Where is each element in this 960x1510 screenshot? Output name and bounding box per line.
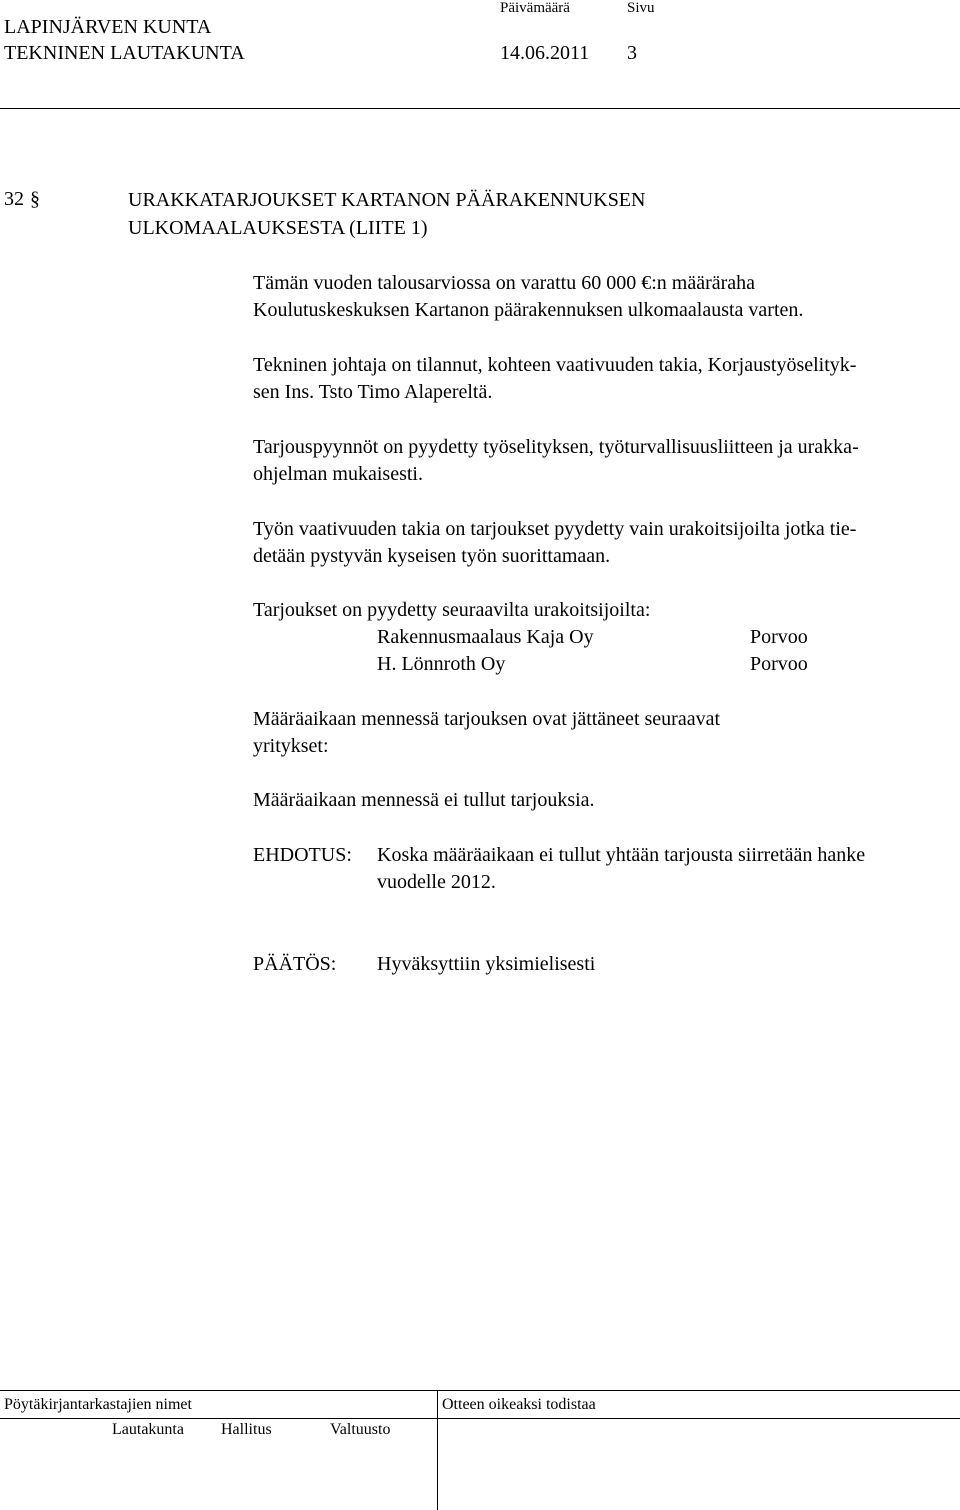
paragraph-line: Tämän vuoden talousarviossa on varattu 60 000 €:n määräraha bbox=[253, 272, 756, 294]
section-title-line: ULKOMAALAUKSESTA (LIITE 1) bbox=[128, 217, 428, 239]
decision-text: Hyväksyttiin yksimielisesti bbox=[377, 953, 596, 975]
footer-checkers-label: Pöytäkirjantarkastajien nimet bbox=[4, 1396, 192, 1413]
paragraph-requests bbox=[253, 434, 953, 488]
paragraph-line: Määräaikaan mennessä ei tullut tarjouksia. bbox=[253, 789, 595, 811]
document-date: 14.06.2011 bbox=[500, 42, 590, 64]
footer-column-lautakunta: Lautakunta bbox=[112, 1421, 184, 1438]
footer-certified-label: Otteen oikeaksi todistaa bbox=[442, 1396, 596, 1413]
section-number: 32 bbox=[4, 188, 24, 210]
page-label: Sivu bbox=[627, 0, 655, 16]
paragraph-no-offers bbox=[253, 787, 953, 814]
paragraph-contractors-intro bbox=[253, 597, 953, 624]
date-label: Päivämäärä bbox=[500, 0, 570, 16]
paragraph-line: Koulutuskeskuksen Kartanon päärakennuksen ulkomaalausta varten. bbox=[253, 299, 804, 321]
header-divider bbox=[0, 108, 960, 109]
proposal-label: EHDOTUS: bbox=[253, 844, 352, 866]
page-number: 3 bbox=[627, 42, 637, 64]
footer-column-valtuusto: Valtuusto bbox=[330, 1421, 391, 1438]
paragraph-line: detään pystyvän kyseisen työn suorittamaan. bbox=[253, 545, 611, 567]
proposal-line: vuodelle 2012. bbox=[377, 871, 496, 893]
footer-column-divider bbox=[437, 1390, 438, 1510]
paragraph-deadline bbox=[253, 706, 953, 760]
paragraph-budget bbox=[253, 270, 953, 324]
paragraph-line: yritykset: bbox=[253, 735, 329, 757]
section-title-line: URAKKATARJOUKSET KARTANON PÄÄRAKENNUKSEN bbox=[128, 189, 646, 211]
footer-middle-rule bbox=[0, 1418, 960, 1419]
decision-label: PÄÄTÖS: bbox=[253, 953, 337, 975]
paragraph-line: ohjelman mukaisesti. bbox=[253, 463, 423, 485]
section-title bbox=[128, 186, 828, 242]
contractor-name: Rakennusmaalaus Kaja Oy bbox=[377, 626, 594, 648]
paragraph-line: Tarjoukset on pyydetty seuraavilta urakoitsijoilta: bbox=[253, 599, 651, 621]
paragraph-line: sen Ins. Tsto Timo Alapereltä. bbox=[253, 381, 493, 403]
section-sign: § bbox=[30, 188, 40, 210]
footer-top-rule bbox=[0, 1390, 960, 1391]
paragraph-line: Tekninen johtaja on tilannut, kohteen vaativuuden takia, Korjaustyöselityk- bbox=[253, 354, 857, 376]
paragraph-difficulty bbox=[253, 516, 953, 570]
proposal-line: Koska määräaikaan ei tullut yhtään tarjousta siirretään hanke bbox=[377, 844, 866, 866]
board-name: TEKNINEN LAUTAKUNTA bbox=[4, 42, 245, 64]
paragraph-ordered bbox=[253, 352, 953, 406]
contractor-city: Porvoo bbox=[750, 626, 808, 648]
footer-column-hallitus: Hallitus bbox=[221, 1421, 272, 1438]
contractor-city: Porvoo bbox=[750, 653, 808, 675]
contractor-name: H. Lönnroth Oy bbox=[377, 653, 506, 675]
paragraph-line: Työn vaativuuden takia on tarjoukset pyydetty vain urakoitsijoilta jotka tie- bbox=[253, 518, 857, 540]
organization-name: LAPINJÄRVEN KUNTA bbox=[4, 16, 212, 38]
paragraph-line: Määräaikaan mennessä tarjouksen ovat jättäneet seuraavat bbox=[253, 708, 721, 730]
paragraph-line: Tarjouspyynnöt on pyydetty työselityksen, työturvallisuusliitteen ja urakka- bbox=[253, 436, 859, 458]
